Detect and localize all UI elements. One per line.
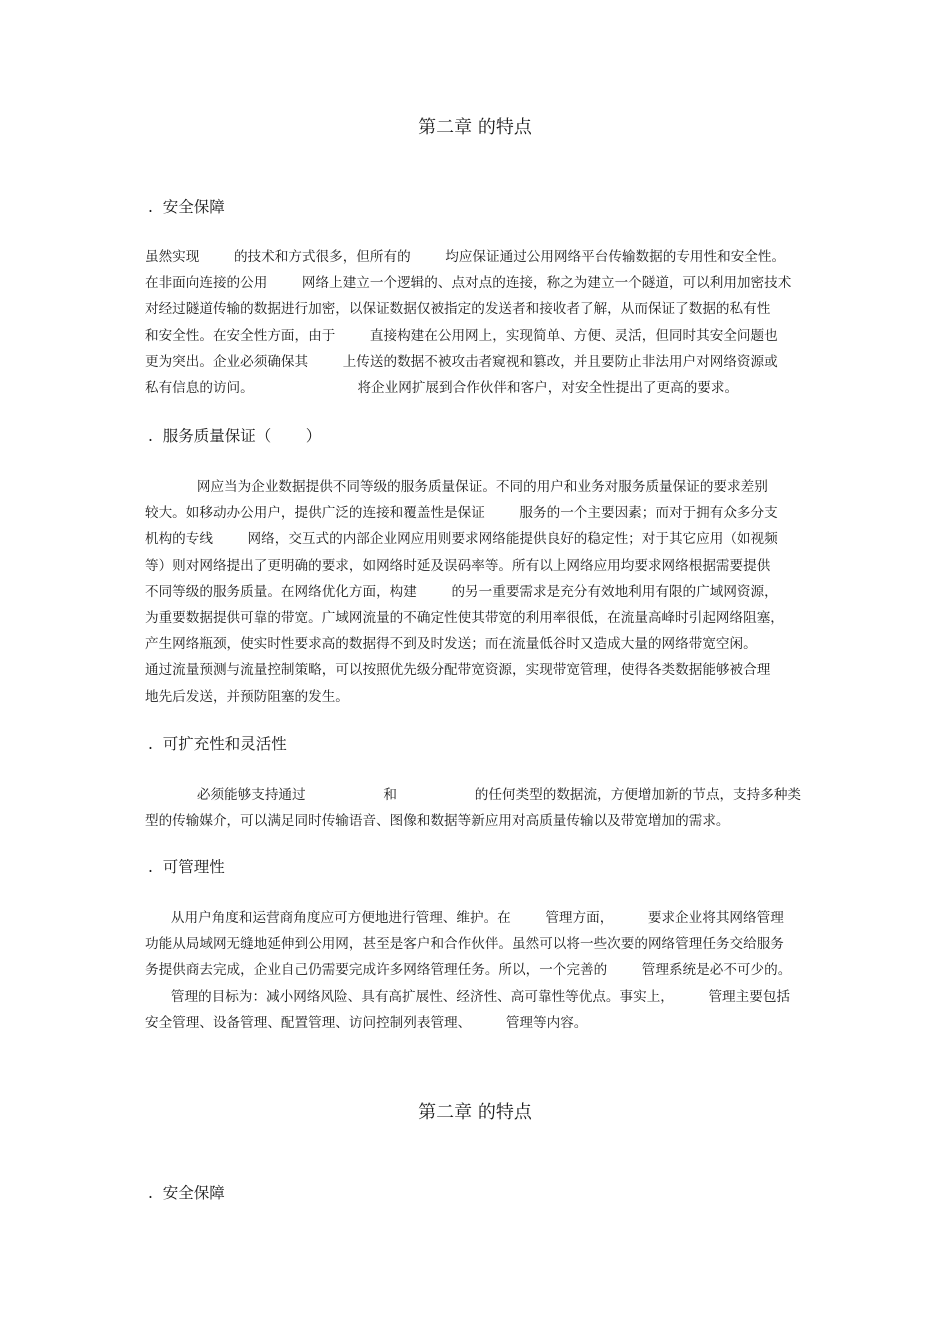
text-line: 对经过隧道传输的数据进行加密，以保证数据仅被指定的发送者和接收者了解，从而保证了数据的私有性 xyxy=(145,301,771,318)
text-line: 通过流量预测与流量控制策略，可以按照优先级分配带宽资源，实现带宽管理，使得各类数据能够被合理 xyxy=(145,662,771,679)
text-line: 不同等级的服务质量。在网络优化方面，构建 的另一重要需求是充分有效地利用有限的广域网资源， xyxy=(145,583,778,600)
section-heading-manageability: . 可管理性 xyxy=(148,858,225,876)
text-line: 必须能够支持通过 和 的任何类型的数据流，方便增加新的节点，支持多种类 xyxy=(145,787,802,803)
paragraph-security xyxy=(145,244,815,401)
text-line: 机构的专线 网络，交互式的内部企业网应用则要求网络能提供良好的稳定性；对于其它应用（如视频 xyxy=(145,531,778,548)
paragraph-qos xyxy=(145,474,815,710)
paragraph-scalability xyxy=(145,782,815,834)
text-line: 网应当为企业数据提供不同等级的服务质量保证。不同的用户和业务对服务质量保证的要求差别 xyxy=(145,479,768,495)
text-line: 从用户角度和运营商角度应可方便地进行管理、维护。在 管理方面， 要求企业将其网络管理 xyxy=(145,910,784,926)
text-line: 和安全性。在安全性方面，由于 直接构建在公用网上，实现简单、方便、灵活，但同时其安全问题也 xyxy=(145,327,778,344)
text-line: 私有信息的访问。 将企业网扩展到合作伙伴和客户，对安全性提出了更高的要求。 xyxy=(145,379,739,396)
text-line: 务提供商去完成，企业自己仍需要完成许多网络管理任务。所以，一个完善的 管理系统是必不可少的。 xyxy=(145,962,792,979)
text-line: 为重要数据提供可靠的带宽。广域网流量的不确定性使其带宽的利用率很低，在流量高峰时引起网络阻塞， xyxy=(145,609,784,626)
chapter-title: 第二章 的特点 xyxy=(418,117,532,138)
chapter-title-repeat: 第二章 的特点 xyxy=(418,1102,532,1123)
text-line: 虽然实现 的技术和方式很多，但所有的 均应保证通过公用网络平台传输数据的专用性和安全性。 xyxy=(145,249,786,265)
text-line: 管理的目标为：减小网络风险、具有高扩展性、经济性、高可靠性等优点。事实上， 管理主要包括 xyxy=(145,988,791,1005)
text-line: 在非面向连接的公用 网络上建立一个逻辑的、点对点的连接，称之为建立一个隧道，可以利用加密技术 xyxy=(145,275,792,292)
text-line: 功能从局域网无缝地延伸到公用网，甚至是客户和合作伙伴。虽然可以将一些次要的网络管理任务交给服务 xyxy=(145,936,784,953)
section-heading-security: . 安全保障 xyxy=(148,198,225,216)
text-line: 产生网络瓶颈，使实时性要求高的数据得不到及时发送；而在流量低谷时又造成大量的网络带宽空闲。 xyxy=(145,636,757,653)
text-line: 安全管理、设备管理、配置管理、访问控制列表管理、 管理等内容。 xyxy=(145,1014,588,1031)
text-line: 较大。如移动办公用户，提供广泛的连接和覆盖性是保证 服务的一个主要因素；而对于拥有众多分支 xyxy=(145,505,778,522)
section-heading-security-repeat: . 安全保障 xyxy=(148,1184,225,1202)
text-line: 型的传输媒介，可以满足同时传输语音、图像和数据等新应用对高质量传输以及带宽增加的需求。 xyxy=(145,813,730,830)
text-line: 等）则对网络提出了更明确的要求，如网络时延及误码率等。所有以上网络应用均要求网络根据需要提供 xyxy=(145,557,771,574)
text-line: 地先后发送，并预防阻塞的发生。 xyxy=(145,688,349,705)
paragraph-manageability xyxy=(145,905,815,1036)
text-line: 更为突出。企业必须确保其 上传送的数据不被攻击者窥视和篡改，并且要防止非法用户对网络资源或 xyxy=(145,353,778,370)
section-heading-scalability: . 可扩充性和灵活性 xyxy=(148,735,287,753)
section-heading-qos: . 服务质量保证（ ） xyxy=(148,427,322,445)
